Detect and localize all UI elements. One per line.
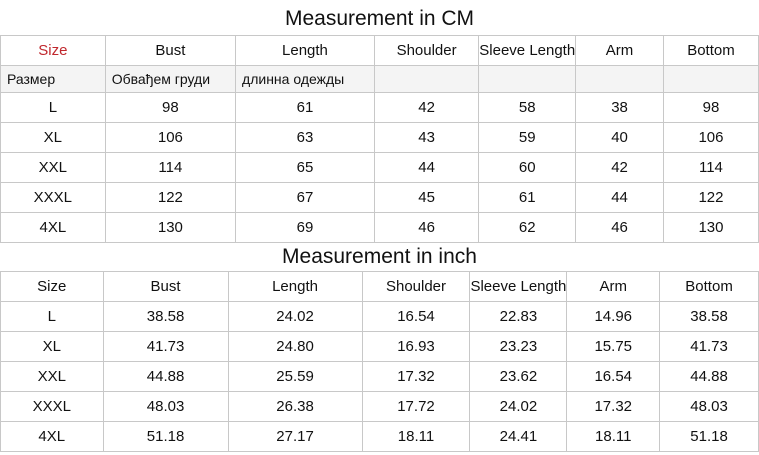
inch-table-row (1, 362, 759, 392)
data-cell: 51.18 (103, 422, 228, 452)
data-cell: 27.17 (228, 422, 362, 452)
data-cell: XXL (1, 362, 104, 392)
subheader-cell (663, 66, 758, 93)
data-cell: 41.73 (660, 332, 759, 362)
data-cell: 106 (663, 123, 758, 153)
subheader-cell (374, 66, 478, 93)
data-cell: L (1, 93, 106, 123)
data-cell: 4XL (1, 422, 104, 452)
header-cell: Length (236, 36, 375, 66)
subheader-cell (479, 66, 576, 93)
data-cell: 26.38 (228, 392, 362, 422)
data-cell: 122 (663, 183, 758, 213)
cm-table-row (1, 123, 759, 153)
data-cell: 17.72 (362, 392, 470, 422)
data-cell: 24.02 (470, 392, 567, 422)
data-cell: 17.32 (567, 392, 660, 422)
data-cell: 63 (236, 123, 375, 153)
header-cell: Bust (105, 36, 235, 66)
header-cell: Arm (576, 36, 664, 66)
data-cell: XXXL (1, 392, 104, 422)
header-cell: Length (228, 272, 362, 302)
cm-measurement-table (0, 35, 759, 243)
subheader-cell: Обвађем груди (105, 66, 235, 93)
data-cell: 14.96 (567, 302, 660, 332)
data-cell: 42 (374, 93, 478, 123)
data-cell: 25.59 (228, 362, 362, 392)
data-cell: XL (1, 123, 106, 153)
data-cell: 38.58 (660, 302, 759, 332)
data-cell: 60 (479, 153, 576, 183)
data-cell: 44.88 (660, 362, 759, 392)
data-cell: 16.93 (362, 332, 470, 362)
cm-subheader-row (1, 66, 759, 93)
data-cell: 24.80 (228, 332, 362, 362)
data-cell: 122 (105, 183, 235, 213)
data-cell: 44 (374, 153, 478, 183)
data-cell: 106 (105, 123, 235, 153)
data-cell: 38.58 (103, 302, 228, 332)
data-cell: 24.02 (228, 302, 362, 332)
data-cell: 61 (236, 93, 375, 123)
data-cell: 98 (105, 93, 235, 123)
inch-table-title: Measurement in inch (282, 245, 477, 268)
data-cell: 44 (576, 183, 664, 213)
data-cell: 69 (236, 213, 375, 243)
data-cell: 114 (105, 153, 235, 183)
data-cell: 15.75 (567, 332, 660, 362)
subheader-cell (576, 66, 664, 93)
data-cell: 61 (479, 183, 576, 213)
data-cell: 46 (576, 213, 664, 243)
inch-measurement-table (0, 271, 759, 452)
data-cell: 16.54 (567, 362, 660, 392)
header-cell: Sleeve Length (479, 36, 576, 66)
data-cell: 24.41 (470, 422, 567, 452)
data-cell: 114 (663, 153, 758, 183)
data-cell: 58 (479, 93, 576, 123)
data-cell: 23.62 (470, 362, 567, 392)
data-cell: 18.11 (362, 422, 470, 452)
data-cell: XXXL (1, 183, 106, 213)
data-cell: 130 (663, 213, 758, 243)
cm-table-row (1, 93, 759, 123)
cm-table-row (1, 213, 759, 243)
inch-table-row (1, 332, 759, 362)
header-cell: Shoulder (362, 272, 470, 302)
inch-table-row (1, 302, 759, 332)
data-cell: 44.88 (103, 362, 228, 392)
data-cell: XL (1, 332, 104, 362)
data-cell: 62 (479, 213, 576, 243)
subheader-cell: Размер (1, 66, 106, 93)
data-cell: 67 (236, 183, 375, 213)
data-cell: 16.54 (362, 302, 470, 332)
data-cell: 59 (479, 123, 576, 153)
data-cell: 48.03 (660, 392, 759, 422)
header-cell: Size (1, 272, 104, 302)
data-cell: 98 (663, 93, 758, 123)
cm-table-title: Measurement in CM (284, 7, 475, 30)
data-cell: 45 (374, 183, 478, 213)
data-cell: L (1, 302, 104, 332)
data-cell: 17.32 (362, 362, 470, 392)
inch-table-row (1, 392, 759, 422)
subheader-cell: длинна одежды (236, 66, 375, 93)
data-cell: 22.83 (470, 302, 567, 332)
data-cell: 40 (576, 123, 664, 153)
data-cell: 38 (576, 93, 664, 123)
data-cell: 42 (576, 153, 664, 183)
cm-header-row (1, 36, 759, 66)
header-cell: Bottom (663, 36, 758, 66)
cm-table-row (1, 183, 759, 213)
cm-table-row (1, 153, 759, 183)
data-cell: 65 (236, 153, 375, 183)
header-cell: Shoulder (374, 36, 478, 66)
data-cell: 18.11 (567, 422, 660, 452)
header-cell: Bottom (660, 272, 759, 302)
inch-header-row (1, 272, 759, 302)
data-cell: 130 (105, 213, 235, 243)
data-cell: 23.23 (470, 332, 567, 362)
data-cell: 46 (374, 213, 478, 243)
inch-table-row (1, 422, 759, 452)
header-cell: Size (1, 36, 106, 66)
data-cell: 51.18 (660, 422, 759, 452)
header-cell: Bust (103, 272, 228, 302)
data-cell: 48.03 (103, 392, 228, 422)
data-cell: 43 (374, 123, 478, 153)
header-cell: Sleeve Length (470, 272, 567, 302)
header-cell: Arm (567, 272, 660, 302)
data-cell: XXL (1, 153, 106, 183)
data-cell: 4XL (1, 213, 106, 243)
data-cell: 41.73 (103, 332, 228, 362)
